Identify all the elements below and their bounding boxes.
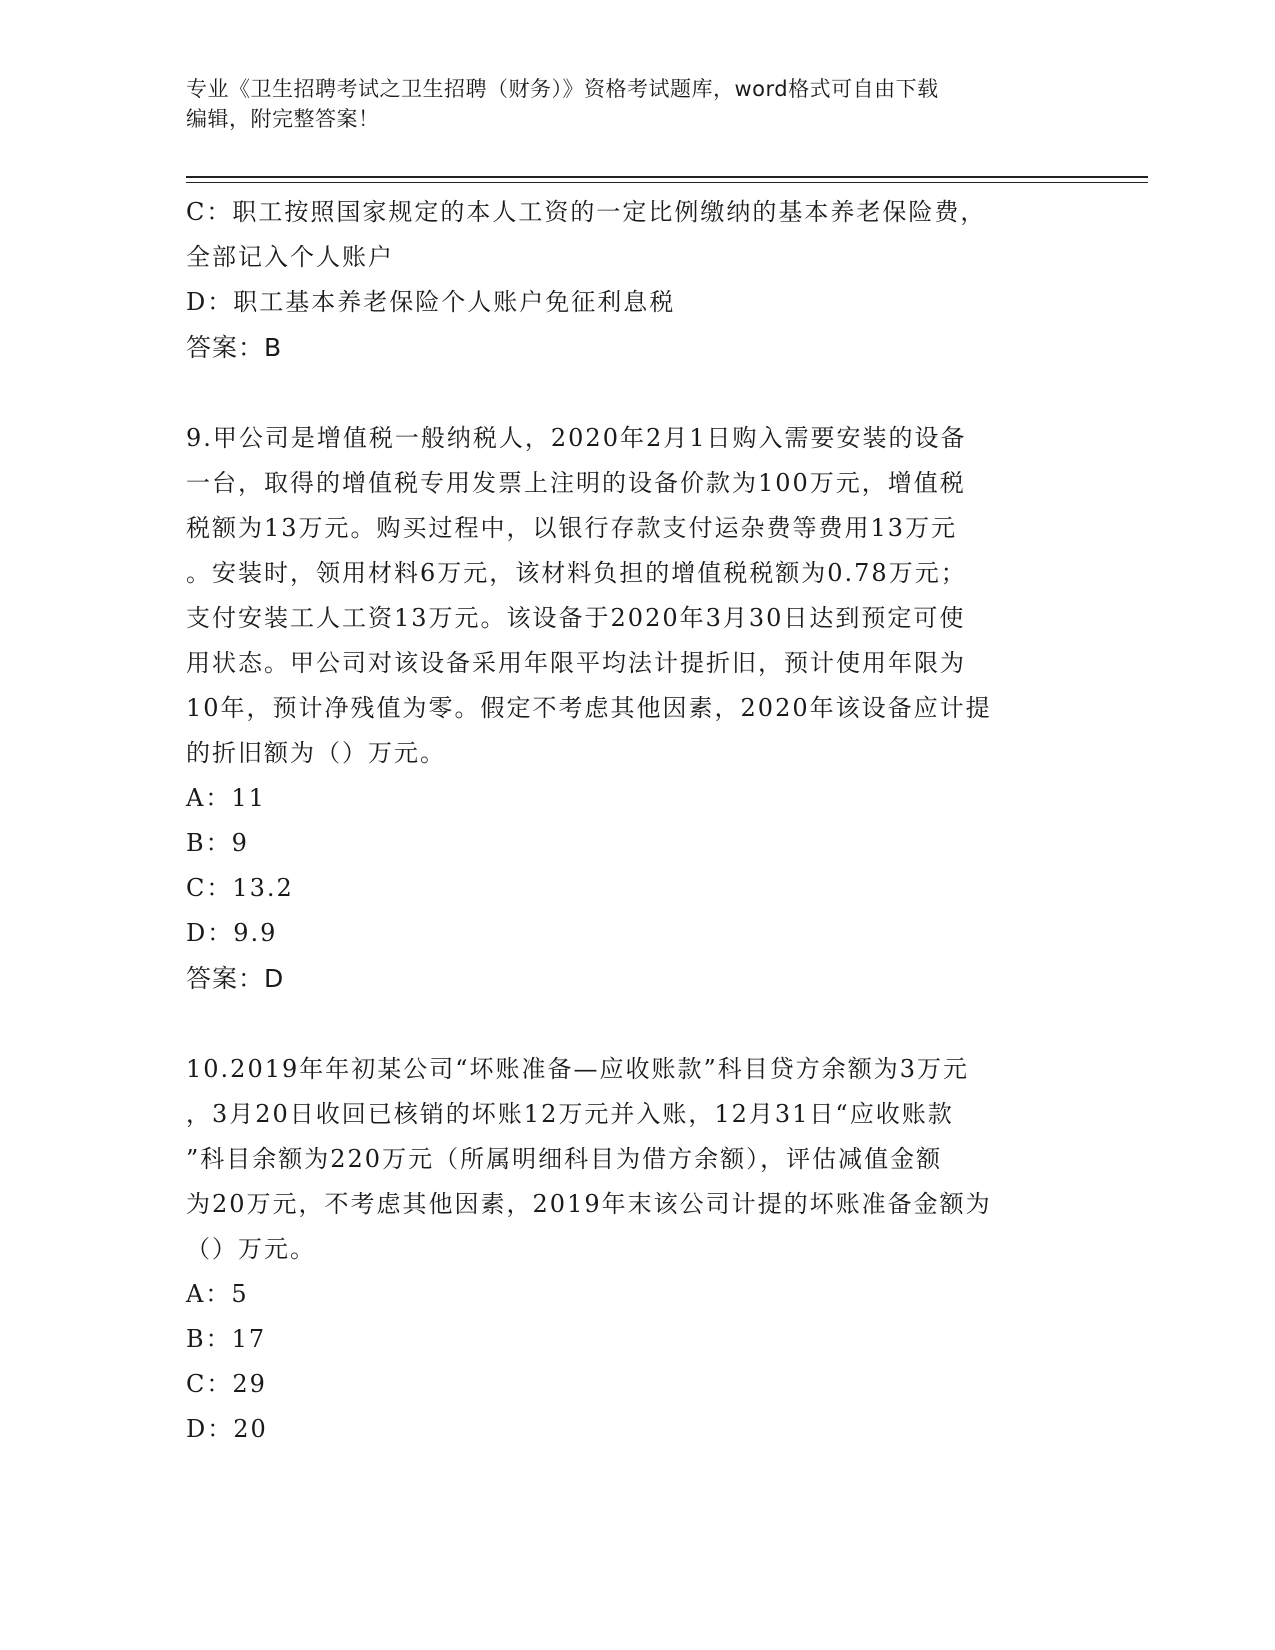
q9-text-line: 9.甲公司是增值税一般纳税人，2020年2月1日购入需要安装的设备 [186, 424, 967, 452]
q9-answer: 答案：D [186, 964, 285, 993]
q8-option-c-line-1: C：职工按照国家规定的本人工资的一定比例缴纳的基本养老保险费， [186, 198, 987, 226]
q10-text-line: ”科目余额为220万元（所属明细科目为借方余额），评估减值金额 [186, 1145, 943, 1173]
header-line-2: 编辑，附完整答案！ [186, 107, 380, 131]
document-header [186, 74, 1066, 134]
q8-answer: 答案：B [186, 333, 283, 362]
q9-text-line: 10年，预计净残值为零。假定不考虑其他因素，2020年该设备应计提 [186, 694, 992, 722]
q8-option-c-line-2: 全部记入个人账户 [186, 243, 394, 271]
q8-option-d: D：职工基本养老保险个人账户免征利息税 [186, 288, 676, 316]
q10-text-line: 10.2019年年初某公司“坏账准备—应收账款”科目贷方余额为3万元 [186, 1055, 970, 1083]
header-line-1: 专业《卫生招聘考试之卫生招聘（财务）》资格考试题库，word格式可自由下载 [186, 77, 939, 101]
q9-text-line: 一台，取得的增值税专用发票上注明的设备价款为100万元，增值税 [186, 469, 966, 497]
q10-text-line: （）万元。 [186, 1235, 316, 1263]
q9-option-a: A：11 [186, 784, 266, 812]
question-8-tail [186, 190, 1066, 370]
q9-option-c: C：13.2 [186, 874, 294, 902]
header-divider-thin [186, 182, 1148, 183]
q10-option-b: B：17 [186, 1325, 267, 1353]
question-10 [186, 1047, 1066, 1452]
q9-option-d: D：9.9 [186, 919, 278, 947]
q10-text-line: 为20万元，不考虑其他因素，2019年末该公司计提的坏账准备金额为 [186, 1190, 992, 1218]
q9-text-line: 支付安装工人工资13万元。该设备于2020年3月30日达到预定可使 [186, 604, 966, 632]
q9-text-line: 。安装时，领用材料6万元，该材料负担的增值税税额为0.78万元； [186, 559, 967, 587]
spacer [186, 1001, 1066, 1047]
q10-option-d: D：20 [186, 1415, 268, 1443]
q9-text-line: 用状态。甲公司对该设备采用年限平均法计提折旧，预计使用年限为 [186, 649, 966, 677]
q10-text-line: ，3月20日收回已核销的坏账12万元并入账，12月31日“应收账款 [186, 1100, 954, 1128]
q9-text-line: 税额为13万元。购买过程中，以银行存款支付运杂费等费用13万元 [186, 514, 958, 542]
document-body [186, 190, 1066, 1452]
question-9 [186, 416, 1066, 1001]
spacer [186, 370, 1066, 416]
q9-option-b: B：9 [186, 829, 249, 857]
header-divider-thick [186, 176, 1148, 178]
q9-text-line: 的折旧额为（）万元。 [186, 739, 446, 767]
q10-option-c: C：29 [186, 1370, 267, 1398]
q10-option-a: A：5 [186, 1280, 249, 1308]
